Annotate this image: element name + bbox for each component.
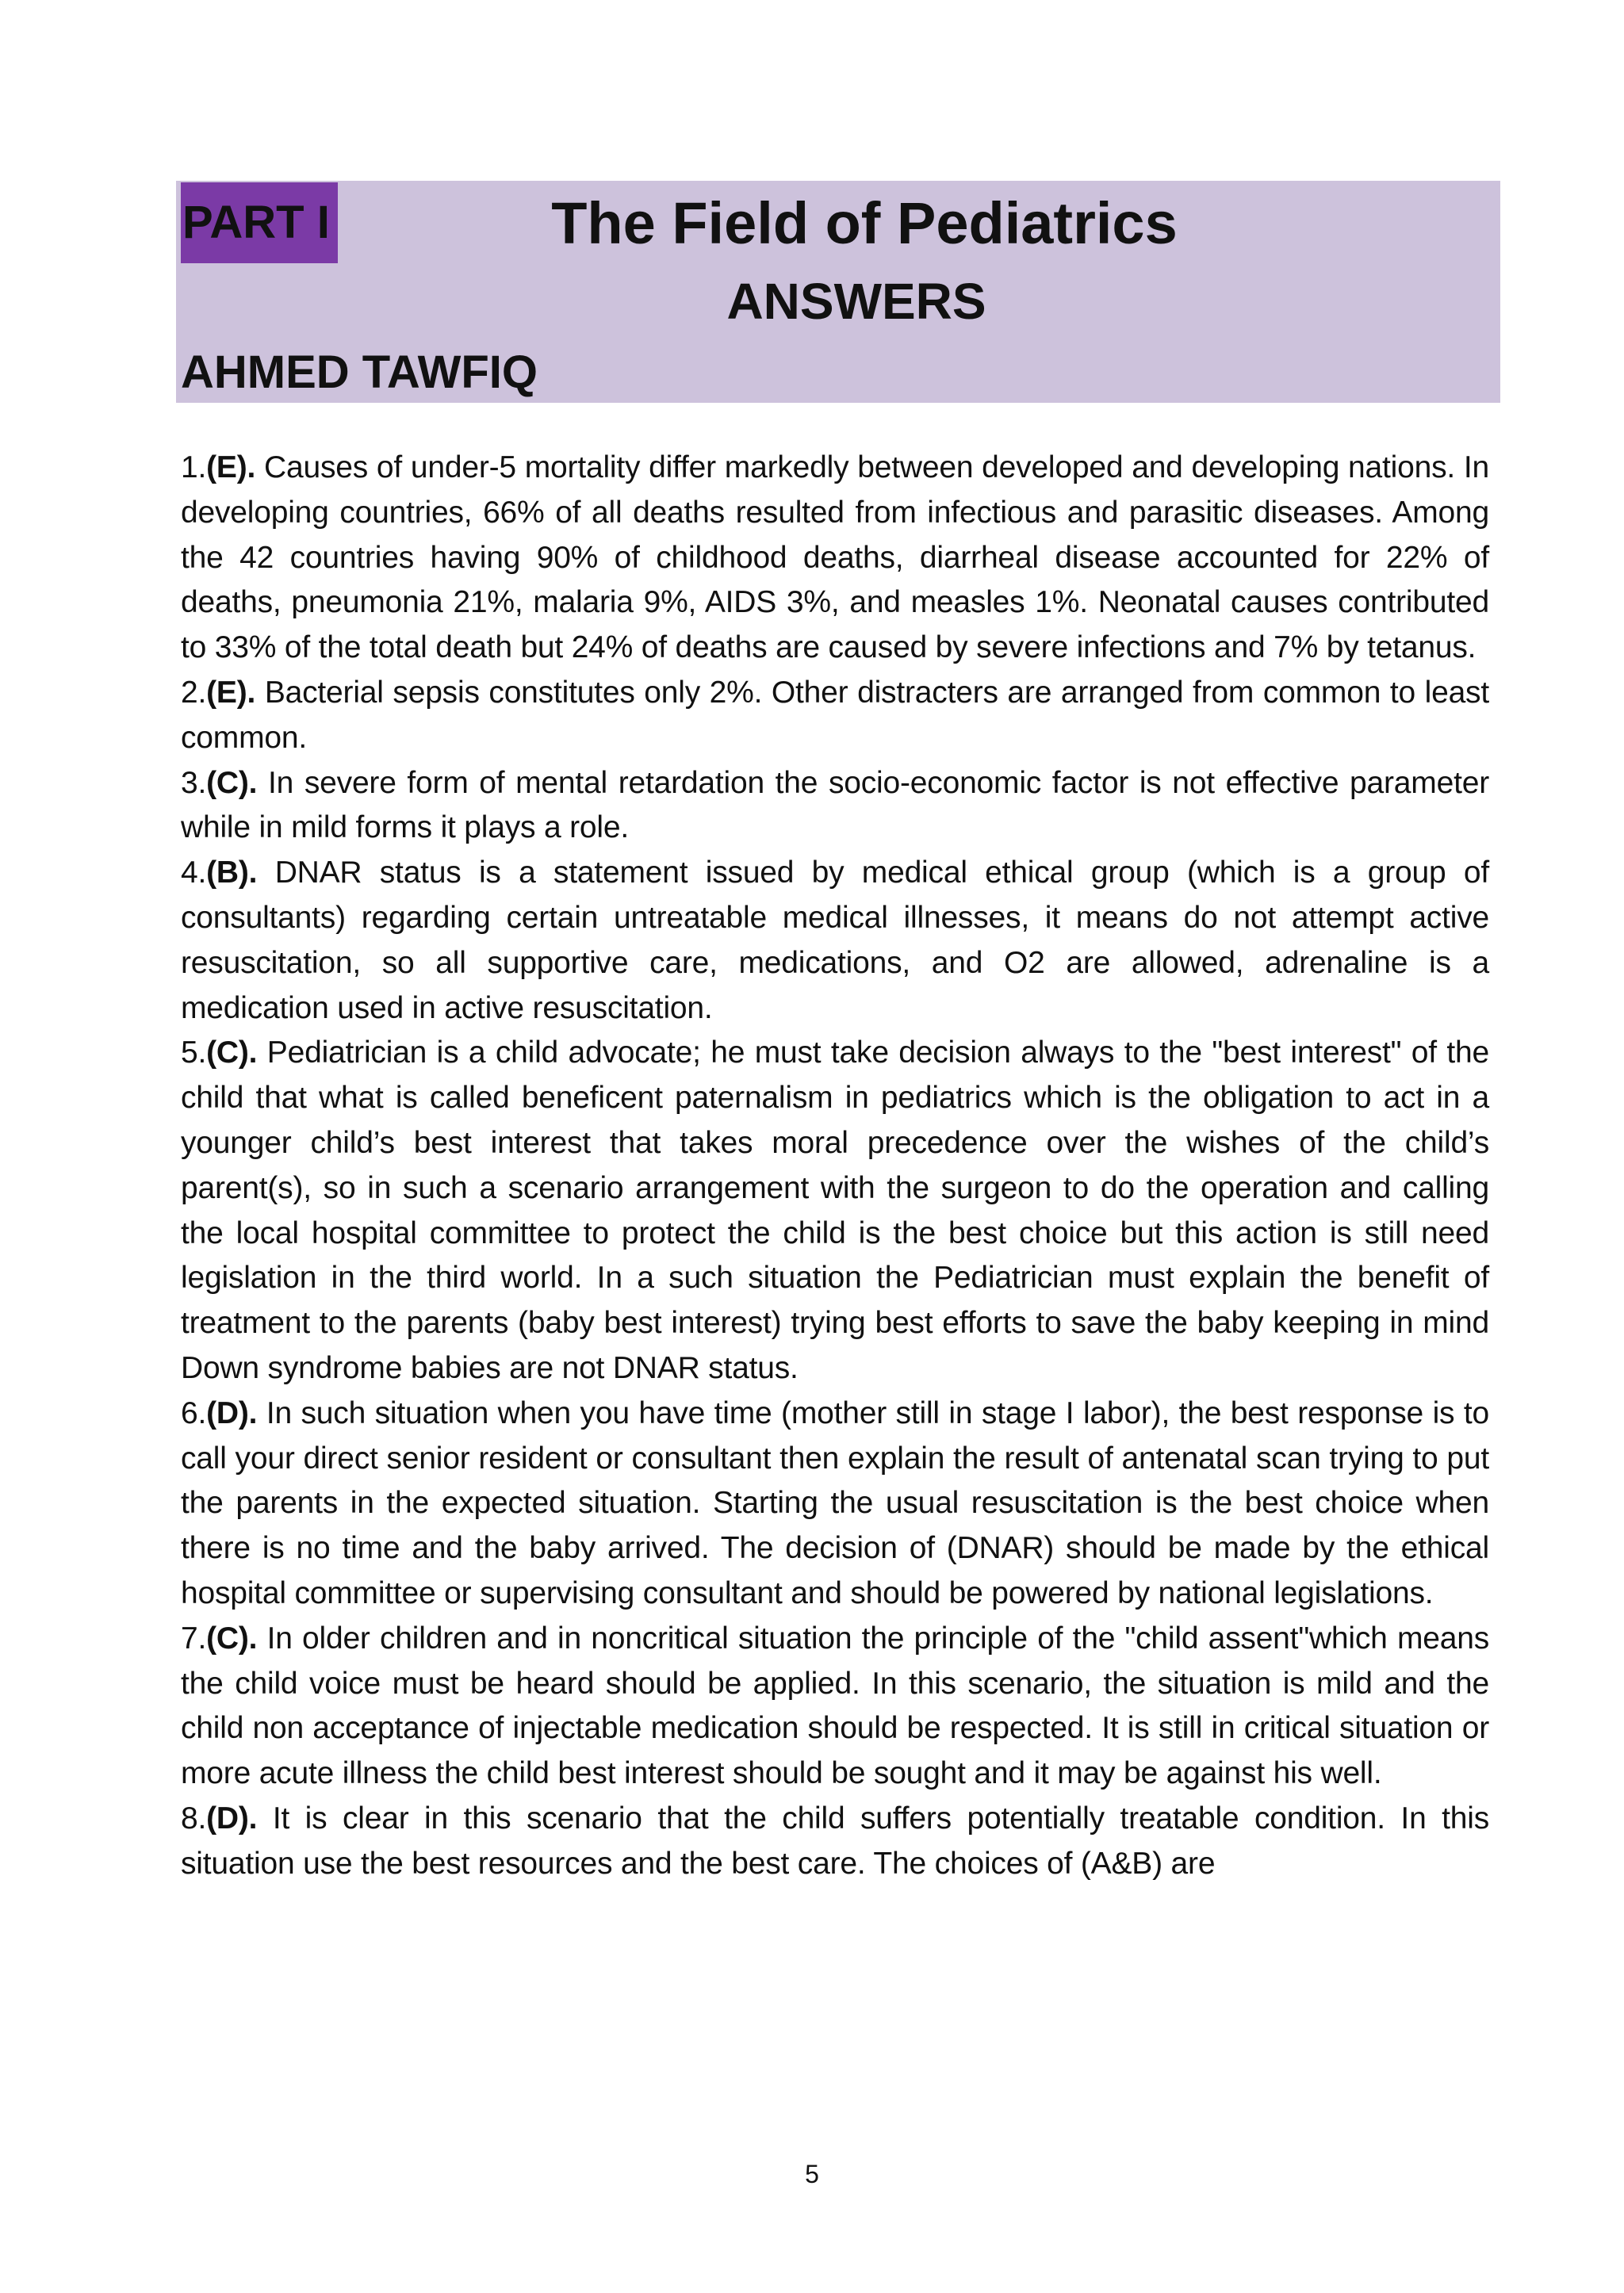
answer-number: 5.: [181, 1035, 207, 1070]
answer-item: [181, 1797, 1489, 1887]
answer-number: 1.: [181, 450, 207, 484]
answer-text: In severe form of mental retardation the socio-economic factor is not effective parameter while in mild forms it plays a role.: [181, 765, 1489, 845]
answer-text: Pediatrician is a child advocate; he must take decision always to the "best interest" of the child that what is called beneficent paternalism in pediatrics which is the obligation to act in a younger child’s best interest that takes moral precedence over the wishes of the child’s parent(s), so in such a scenario arrangement with the surgeon to do the operation and calling the local hospital committee to protect the child is the best choice but this action is still need legislation in the third world. In a such situation the Pediatrician must explain the benefit of treatment to the parents (baby best interest) trying best efforts to save the baby keeping in mind Down syndrome babies are not DNAR status.: [181, 1035, 1489, 1385]
answer-number: 7.: [181, 1621, 207, 1656]
answer-item: [181, 671, 1489, 761]
answer-item: [181, 446, 1489, 671]
page-subtitle: ANSWERS: [726, 273, 986, 330]
answer-item: [181, 1617, 1489, 1797]
answer-key: (C).: [206, 765, 258, 800]
answer-text: It is clear in this scenario that the child suffers potentially treatable condition. In this situation use the best resources and the best care. The choices of (A&B) are: [181, 1801, 1489, 1881]
answer-key: (C).: [206, 1035, 258, 1070]
answer-item: [181, 1391, 1489, 1617]
author-name: AHMED TAWFIQ: [181, 346, 538, 398]
answer-text: In such situation when you have time (mother still in stage I labor), the best response is to call your direct senior resident or consultant then explain the result of antenatal scan trying to put the parents in the expected situation. Starting the usual resuscitation is the best choice when there is no time and the baby arrived. The decision of (DNAR) should be made by the ethical hospital committee or supervising consultant and should be powered by national legislations.: [181, 1395, 1489, 1610]
answer-number: 6.: [181, 1395, 207, 1430]
answer-number: 4.: [181, 856, 207, 890]
answer-number: 2.: [181, 675, 207, 710]
page-number: 5: [805, 2160, 819, 2188]
answer-number: 3.: [181, 765, 207, 800]
answer-key: (B).: [206, 856, 258, 890]
answer-key: (D).: [206, 1395, 258, 1430]
answer-text: In older children and in noncritical situation the principle of the "child assent"which means the child voice must be heard should be applied. In this scenario, the situation is mild and the child non acceptance of injectable medication should be respected. It is still in critical situation or more acute illness the child best interest should be sought and it may be against his well.: [181, 1621, 1489, 1791]
answer-key: (D).: [206, 1801, 258, 1836]
answer-text: Bacterial sepsis constitutes only 2%. Other distracters are arranged from common to least common.: [181, 675, 1489, 755]
answer-item: [181, 761, 1489, 852]
answer-text: DNAR status is a statement issued by medical ethical group (which is a group of consultants) regarding certain untreatable medical illnesses, it means do not attempt active resuscitation, so all supportive care, medications, and O2 are allowed, adrenaline is a medication used in active resuscitation.: [181, 856, 1489, 1025]
answer-text: Causes of under-5 mortality differ markedly between developed and developing nations. In developing countries, 66% of all deaths resulted from infectious and parasitic diseases. Among the 42 countries having 90% of childhood deaths, diarrheal disease accounted for 22% of deaths, pneumonia 21%, malaria 9%, AIDS 3%, and measles 1%. Neonatal causes contributed to 33% of the total death but 24% of deaths are caused by severe infections and 7% by tetanus.: [181, 450, 1489, 665]
answer-key: (C).: [206, 1621, 258, 1656]
answer-key: (E).: [206, 450, 256, 484]
answer-number: 8.: [181, 1801, 207, 1836]
answers-list: [181, 446, 1489, 1887]
answer-item: [181, 1031, 1489, 1391]
answer-item: [181, 851, 1489, 1031]
answer-key: (E).: [206, 675, 256, 710]
part-label: PART I: [181, 182, 338, 263]
page-title: The Field of Pediatrics: [551, 190, 1178, 256]
